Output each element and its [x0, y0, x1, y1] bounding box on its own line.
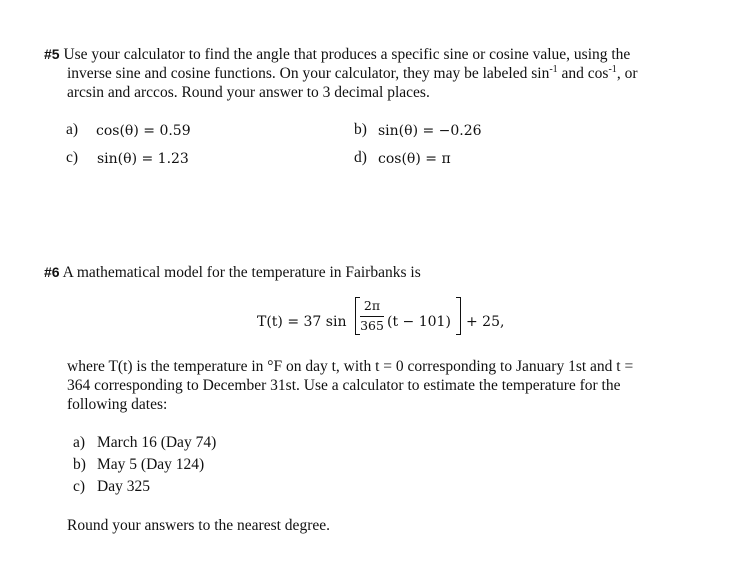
- formula-lhs: T(t) = 37 sin: [257, 314, 347, 330]
- problem5-text-line1: Use your calculator to find the angle that produces a specific sine or cosine value, using the: [63, 46, 631, 63]
- item-6a-text: March 16 (Day 74): [97, 434, 217, 451]
- problem5-text-line2a: inverse sine and cosine functions. On your calculator, they may be labeled sin: [67, 65, 550, 82]
- problem6-para-line1: where T(t) is the temperature in °F on day t, with t = 0 corresponding to January 1st and t =: [67, 358, 634, 375]
- sin-inverse-superscript: -1: [549, 64, 558, 75]
- item-6c-label: c): [73, 478, 86, 495]
- formula-denominator: 365: [360, 318, 384, 333]
- cos-inverse-superscript: -1: [608, 64, 617, 75]
- item-5a-label: a): [66, 121, 79, 138]
- problem6-intro-line: [44, 264, 421, 282]
- item-5d-label: d): [354, 149, 367, 166]
- problem5-text-line2b: and cos: [557, 65, 609, 82]
- item-5b-label: b): [354, 121, 367, 138]
- problem5-text-line2c: , or: [616, 65, 638, 82]
- problem6-footer: Round your answers to the nearest degree.: [67, 517, 330, 534]
- item-6c-text: Day 325: [97, 478, 150, 495]
- item-5b-expr: sin(θ) = −0.26: [378, 123, 482, 139]
- problem6-para-line2: 364 corresponding to December 31st. Use a calculator to estimate the temperature for the: [67, 377, 621, 394]
- item-5c-label: c): [66, 149, 79, 166]
- problem5-line1: [44, 46, 630, 64]
- formula-inner: (t − 101): [387, 314, 451, 330]
- problem6-number: #6: [44, 264, 60, 280]
- right-bracket: [456, 297, 461, 335]
- item-5d-expr: cos(θ) = π: [378, 151, 451, 167]
- problem5-number: #5: [44, 46, 60, 62]
- item-6b-label: b): [73, 456, 86, 473]
- item-6a-label: a): [73, 434, 86, 451]
- item-5a-expr: cos(θ) = 0.59: [96, 123, 191, 139]
- item-6b-text: May 5 (Day 124): [97, 456, 205, 473]
- formula-rhs: + 25,: [466, 314, 505, 330]
- problem5-line2: [67, 65, 637, 83]
- formula-numerator: 2π: [363, 298, 381, 313]
- problem5-text-line3: arcsin and arccos. Round your answer to 3 decimal places.: [67, 84, 430, 101]
- problem6-intro: A mathematical model for the temperature in Fairbanks is: [62, 264, 421, 281]
- problem6-para-line3: following dates:: [67, 396, 168, 413]
- fraction-bar: [360, 316, 384, 317]
- item-5c-expr: sin(θ) = 1.23: [97, 151, 189, 167]
